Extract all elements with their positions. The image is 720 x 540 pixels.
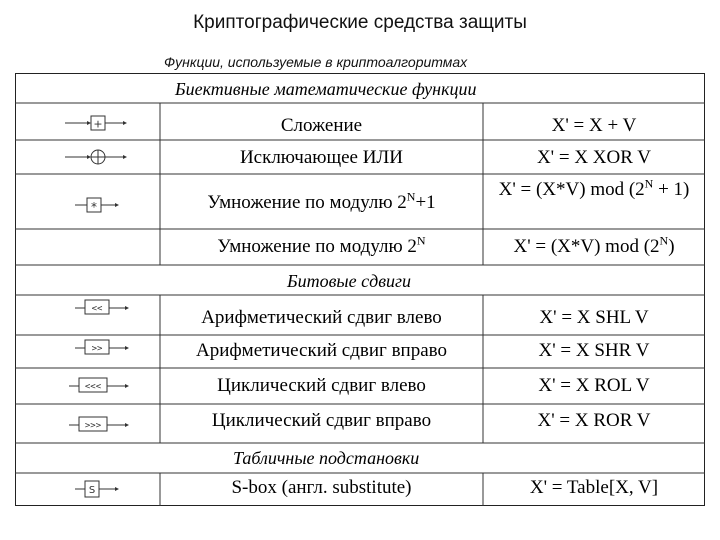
row-mulmod2-formula-base: X' = (X*V) mod (2 xyxy=(513,236,660,257)
row-mulmod2-name xyxy=(160,233,483,258)
row-mulmod1-formula-exp: N xyxy=(644,176,654,191)
row-xor-name: Исключающее ИЛИ xyxy=(239,147,404,168)
page-title: Криптографические средства защиты xyxy=(193,12,527,33)
row-mulmod1-name xyxy=(160,189,483,214)
rotate-left-glyph: <<< xyxy=(84,382,102,392)
shift-right-glyph: >> xyxy=(91,344,103,354)
row-mulmod2-name-exp: N xyxy=(416,233,426,248)
row-mulmod1-formula-tail: + 1) xyxy=(653,179,690,200)
row-mulmod1-formula-base: X' = (X*V) mod (2 xyxy=(498,179,645,200)
row-shl-name: Арифметический сдвиг влево xyxy=(201,307,442,328)
row-shr-name: Арифметический сдвиг вправо xyxy=(195,340,448,361)
row-xor-formula: X' = X XOR V xyxy=(536,147,652,168)
shift-left-glyph: << xyxy=(91,304,103,314)
add-icon-glyph: + xyxy=(93,117,103,131)
row-rol-name: Циклический сдвиг влево xyxy=(217,375,426,396)
row-mulmod2-formula-exp: N xyxy=(659,233,669,248)
row-ror-name: Циклический сдвиг вправо xyxy=(211,410,432,431)
rotate-right-glyph: >>> xyxy=(84,421,102,431)
section-heading-bijective: Биективные математические функции xyxy=(175,79,477,99)
section-heading-bit-shifts: Битовые сдвиги xyxy=(287,271,412,291)
multiply-icon-glyph: * xyxy=(91,200,97,214)
row-mulmod1-name-exp: N xyxy=(406,189,416,204)
row-mulmod1-formula xyxy=(489,176,699,201)
row-mulmod1-name-tail: +1 xyxy=(415,192,436,213)
sbox-icon-glyph: S xyxy=(88,485,96,496)
table-subtitle: Функции, используемые в криптоалгоритмах xyxy=(164,54,468,70)
row-sbox-formula: X' = Table[X, V] xyxy=(529,477,659,498)
row-mulmod2-name-base: Умножение по модулю 2 xyxy=(217,236,417,257)
row-mulmod2-formula xyxy=(483,233,705,258)
row-add-formula: X' = X + V xyxy=(551,115,637,136)
row-mulmod1-name-base: Умножение по модулю 2 xyxy=(207,192,407,213)
section-heading-table-substitution: Табличные подстановки xyxy=(233,448,420,468)
row-rol-formula: X' = X ROL V xyxy=(538,375,650,396)
row-sbox-name: S-box (англ. substitute) xyxy=(231,477,412,498)
row-add-name: Сложение xyxy=(280,115,363,136)
row-shl-formula: X' = X SHL V xyxy=(539,307,649,328)
row-mulmod2-formula-tail: ) xyxy=(668,236,675,257)
row-ror-formula: X' = X ROR V xyxy=(537,410,651,431)
row-shr-formula: X' = X SHR V xyxy=(538,340,650,361)
functions-table xyxy=(15,73,705,506)
